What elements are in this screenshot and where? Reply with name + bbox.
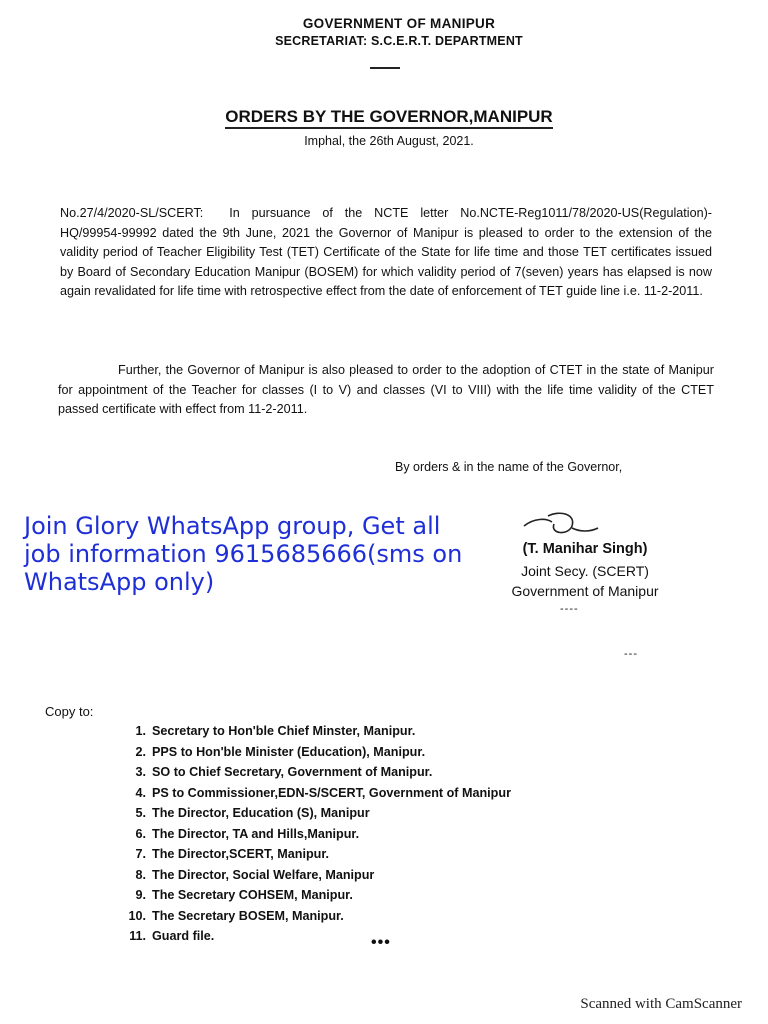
copy-to-item-number: 10.	[128, 908, 146, 923]
copy-to-item-text: Secretary to Hon'ble Chief Minster, Manipur.	[152, 724, 416, 738]
copy-to-item	[118, 783, 511, 804]
signatory-organisation: Government of Manipur	[511, 583, 659, 599]
place-date: Imphal, the 26th August, 2021.	[304, 134, 474, 148]
copy-to-item-text: The Director,SCERT, Manipur.	[152, 847, 330, 861]
copy-to-item-number: 5.	[135, 806, 146, 820]
copy-to-item	[118, 926, 511, 947]
copy-to-item-text: Guard file.	[152, 929, 215, 943]
copy-to-item	[118, 906, 511, 927]
copy-to-item-text: SO to Chief Secretary, Government of Manipur.	[152, 765, 433, 779]
order-paragraph-1	[60, 204, 712, 302]
copy-to-item-number: 7.	[135, 847, 146, 861]
copy-to-item	[118, 742, 511, 763]
copy-to-item-number: 9.	[135, 888, 146, 902]
copy-to-item-text: PPS to Hon'ble Minister (Education), Manipur.	[152, 744, 426, 759]
scanner-watermark: Scanned with CamScanner	[580, 996, 742, 1012]
copy-to-item-text: The Director, Social Welfare, Manipur	[152, 867, 375, 882]
order-reference-number: No.27/4/2020-SL/SCERT:	[60, 206, 204, 220]
copy-to-item-text: The Director, TA and Hills,Manipur.	[152, 826, 360, 841]
copy-to-label: Copy to:	[45, 704, 94, 719]
header-divider	[370, 67, 400, 69]
signoff-dash: ----	[560, 603, 579, 615]
copy-to-item-number: 3.	[135, 765, 146, 779]
signatory-name: (T. Manihar Singh)	[522, 541, 648, 557]
copy-to-item	[118, 824, 511, 845]
copy-to-item-number: 2.	[135, 744, 146, 759]
whatsapp-promo-overlay: Join Glory WhatsApp group, Get all job information 9615685666(sms on WhatsApp only)	[24, 512, 463, 596]
copy-to-item-number: 1.	[135, 724, 146, 738]
order-paragraph-1-text: In pursuance of the NCTE letter No.NCTE-Reg1011/78/2020-US(Regulation)-HQ/99954-99992 dated the 9th June, 2021 the Governor of Manipur is pleased to order to the extension of the validity period of Teacher Eligibility Test (TET) Certificate of the State for life time and those TET certificates issued by Board of Secondary Education Manipur (BOSEM) for which validity period of 7(seven) years has elapsed is now again revalidated for life time with retrospective effect from the date of enforcement of TET guide line i.e. 11-2-2011.	[60, 206, 712, 299]
department-line: SECRETARIAT: S.C.E.R.T. DEPARTMENT	[275, 34, 523, 48]
copy-to-item-number: 11.	[129, 929, 146, 943]
copy-to-item	[118, 844, 511, 865]
copy-to-list	[118, 721, 511, 947]
copy-to-item-text: The Director, Education (S), Manipur	[152, 806, 370, 820]
copy-to-item-number: 8.	[135, 867, 146, 882]
end-marker: •••	[371, 934, 391, 951]
copy-to-item-text: The Secretary BOSEM, Manipur.	[152, 908, 344, 923]
by-orders-line: By orders & in the name of the Governor,	[395, 460, 623, 474]
orders-heading-text: ORDERS BY THE GOVERNOR,MANIPUR	[225, 107, 552, 129]
copy-to-item-text: The Secretary COHSEM, Manipur.	[152, 888, 353, 902]
signatory-designation: Joint Secy. (SCERT)	[521, 563, 649, 579]
copy-to-item	[118, 762, 511, 783]
copy-to-item	[118, 865, 511, 886]
copy-to-item-number: 4.	[135, 785, 146, 800]
copy-to-item	[118, 803, 511, 824]
orders-heading	[0, 107, 768, 127]
copy-to-item	[118, 721, 511, 742]
government-title: GOVERNMENT OF MANIPUR	[302, 16, 496, 31]
copy-to-item-number: 6.	[135, 826, 146, 841]
signature-mark	[520, 510, 600, 542]
copy-to-item-text: PS to Commissioner,EDN-S/SCERT, Government of Manipur	[152, 785, 511, 800]
order-paragraph-2: Further, the Governor of Manipur is also pleased to order to the adoption of CTET in the state of Manipur for appointment of the Teacher for classes (I to V) and classes (VI to VIII) with the life time validity of the CTET passed certificate with effect from 11-2-2011.	[58, 363, 714, 417]
signoff-dash-2: ---	[624, 648, 638, 660]
copy-to-item	[118, 885, 511, 906]
